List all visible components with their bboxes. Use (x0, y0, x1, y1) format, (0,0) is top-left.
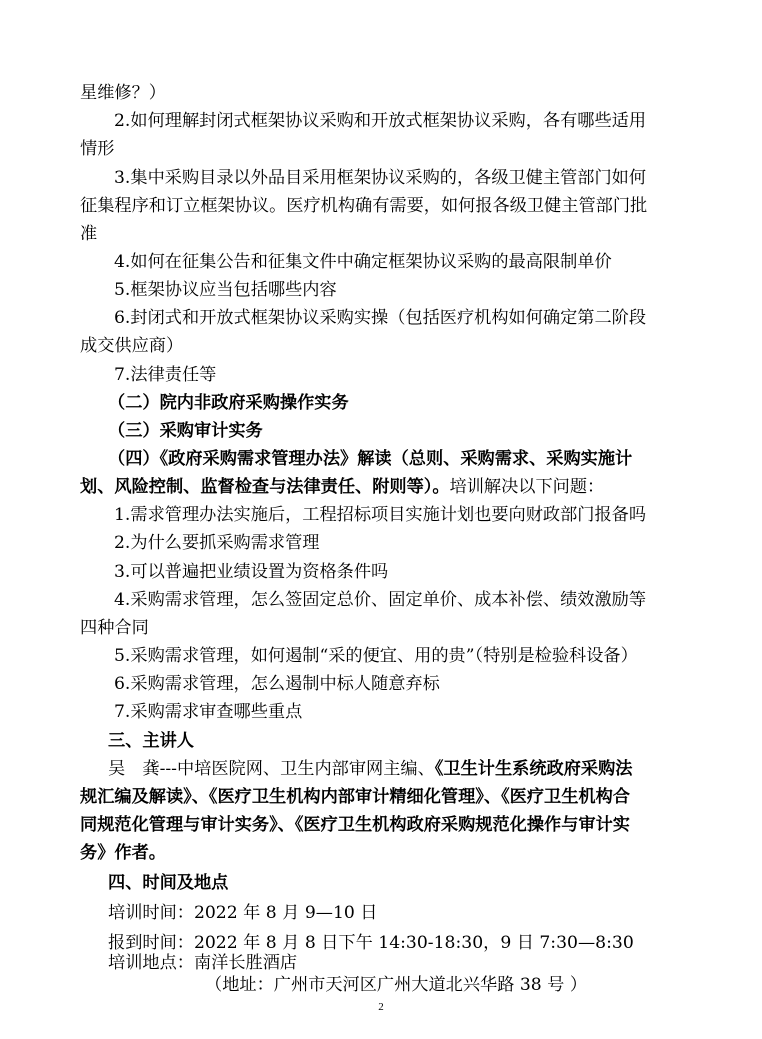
list-item: 1.需求管理办法实施后，工程招标项目实施计划也要向财政部门报备吗 (114, 505, 647, 525)
subsection-heading: （四）《政府采购需求管理办法》解读（总则、采购需求、采购实施计 (108, 449, 633, 469)
subsection-heading: （三）采购审计实务 (108, 421, 263, 441)
list-item: 3.可以普遍把业绩设置为资格条件吗 (114, 562, 389, 582)
section-heading: 四、时间及地点 (108, 873, 229, 893)
list-item: 2.如何理解封闭式框架协议采购和开放式框架协议采购，各有哪些适用 (114, 111, 647, 131)
list-item: 3.集中采购目录以外品目采用框架协议采购的，各级卫健主管部门如何 (114, 168, 647, 188)
list-item: 5.框架协议应当包括哪些内容 (114, 280, 337, 300)
text-line: 四种合同 (80, 618, 149, 638)
text-line: 务》作者。 (80, 843, 166, 863)
address: （地址：广州市天河区广州大道北兴华路 38 号 ） (205, 975, 588, 995)
subsection-heading: （二）院内非政府采购操作实务 (108, 393, 349, 413)
book-title: 《卫生计生系统政府采购法 (434, 759, 633, 779)
page-number: 2 (378, 1001, 384, 1013)
registration-time: 报到时间：2022 年 8 月 8 日下午 14:30-18:30，9 日 7:30—8:30 (108, 933, 634, 953)
list-item: 4.如何在征集公告和征集文件中确定框架协议采购的最高限制单价 (114, 252, 612, 272)
training-location: 培训地点：南洋长胜酒店 (108, 953, 298, 973)
text-line: 规汇编及解读》、《医疗卫生机构内部审计精细化管理》、《医疗卫生机构合 (80, 787, 630, 807)
list-item: 4.采购需求管理，怎么签固定总价、固定单价、成本补偿、绩效激励等 (114, 590, 647, 610)
subsection-heading: 划、风险控制、监督检查与法律责任、附则等）。 (80, 477, 450, 497)
training-time: 培训时间：2022 年 8 月 9—10 日 (108, 903, 378, 923)
section-heading: 三、主讲人 (108, 731, 194, 751)
text-line: 星维修？） (80, 83, 166, 103)
text-line: 成交供应商） (80, 336, 184, 356)
list-item: 7.法律责任等 (114, 365, 217, 385)
text-line: 培训解决以下问题： (449, 477, 605, 497)
list-item: 6.封闭式和开放式框架协议采购实操（包括医疗机构如何确定第二阶段 (114, 308, 647, 328)
text-line: 征集程序和订立框架协议。医疗机构确有需要，如何报各级卫健主管部门批 (80, 196, 648, 216)
list-item: 2.为什么要抓采购需求管理 (114, 533, 320, 553)
list-item: 7.采购需求审查哪些重点 (114, 702, 303, 722)
list-item: 5.采购需求管理，如何遏制“采的便宜、用的贵”（特别是检验科设备） (114, 646, 638, 666)
text-line: 同规范化管理与审计实务》、《医疗卫生机构政府采购规范化操作与审计实 (80, 815, 630, 835)
text-line: 情形 (80, 139, 115, 159)
text-line: 准 (80, 224, 98, 244)
list-item: 6.采购需求管理，怎么遏制中标人随意弃标 (114, 674, 440, 694)
speaker-name: 吴 龚---中培医院网、卫生内部审网主编、 (108, 759, 435, 779)
